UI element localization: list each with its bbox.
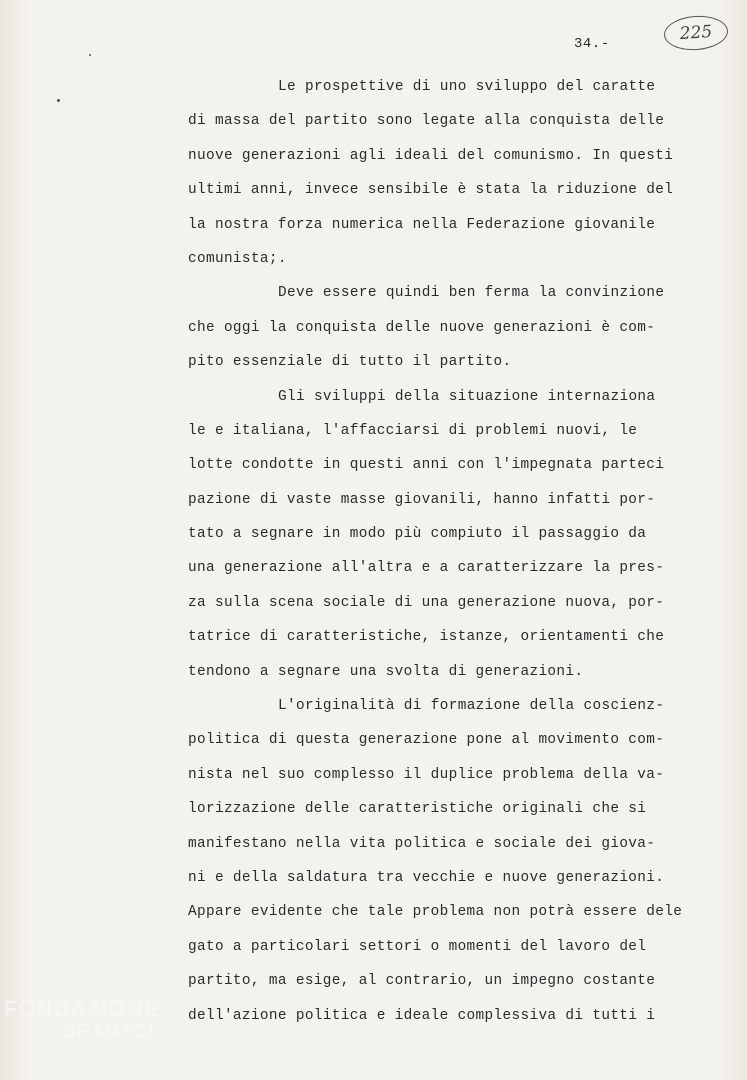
text-line: ni e della saldatura tra vecchie e nuove generazioni. [188, 869, 665, 886]
text-line: politica di questa generazione pone al movimento com- [188, 732, 665, 749]
text-line: di massa del partito sono legate alla conquista delle [188, 113, 665, 130]
text-line: lotte condotte in questi anni con l'impegnata parteci [188, 457, 665, 474]
text-line: le e italiana, l'affacciarsi di problemi nuovi, le [188, 422, 638, 439]
archive-watermark [4, 998, 159, 1042]
text-line: Gli sviluppi della situazione internaziona [278, 388, 656, 405]
text-line: L'originalità di formazione della coscienz- [278, 698, 665, 715]
stray-ink-mark [57, 99, 60, 102]
watermark-line-2: GRAMSCI [62, 1021, 154, 1041]
text-line: la nostra forza numerica nella Federazione giovanile [188, 216, 656, 233]
text-line: nista nel suo complesso il duplice problema della va- [188, 766, 665, 783]
text-line: gato a particolari settori o momenti del lavoro del [188, 938, 647, 955]
archive-stamp-number: 225 [663, 14, 729, 52]
text-line: partito, ma esige, al contrario, un impegno costante [188, 973, 656, 990]
stray-ink-mark [89, 54, 91, 56]
text-line: Le prospettive di uno sviluppo del caratte [278, 79, 656, 95]
text-line: Appare evidente che tale problema non potrà essere dele [188, 904, 683, 921]
page-number: 34.- [574, 36, 610, 52]
text-line: nuove generazioni agli ideali del comunismo. In questi [188, 147, 674, 164]
text-line: lorizzazione delle caratteristiche originali che si [188, 801, 647, 818]
text-line: pito essenziale di tutto il partito. [188, 354, 512, 371]
text-line: Deve essere quindi ben ferma la convinzione [278, 285, 665, 302]
text-line: ultimi anni, invece sensibile è stata la riduzione del [188, 182, 674, 199]
text-line: comunista;. [188, 250, 287, 267]
text-line: una generazione all'altra e a caratterizzare la pres- [188, 560, 665, 577]
text-line: manifestano nella vita politica e sociale dei giova- [188, 835, 656, 852]
text-line: tatrice di caratteristiche, istanze, orientamenti che [188, 629, 665, 646]
text-line: tendono a segnare una svolta di generazioni. [188, 663, 584, 680]
text-line: che oggi la conquista delle nuove generazioni è com- [188, 319, 656, 336]
text-line: tato a segnare in modo più compiuto il passaggio da [188, 526, 647, 543]
watermark-line-1: FONDAZIONE [4, 996, 160, 1021]
text-line: za sulla scena sociale di una generazione nuova, por- [188, 594, 665, 611]
body-text [188, 70, 688, 1033]
text-line: dell'azione politica e ideale complessiva di tutti i [188, 1007, 656, 1024]
text-line: pazione di vaste masse giovanili, hanno infatti por- [188, 491, 656, 508]
